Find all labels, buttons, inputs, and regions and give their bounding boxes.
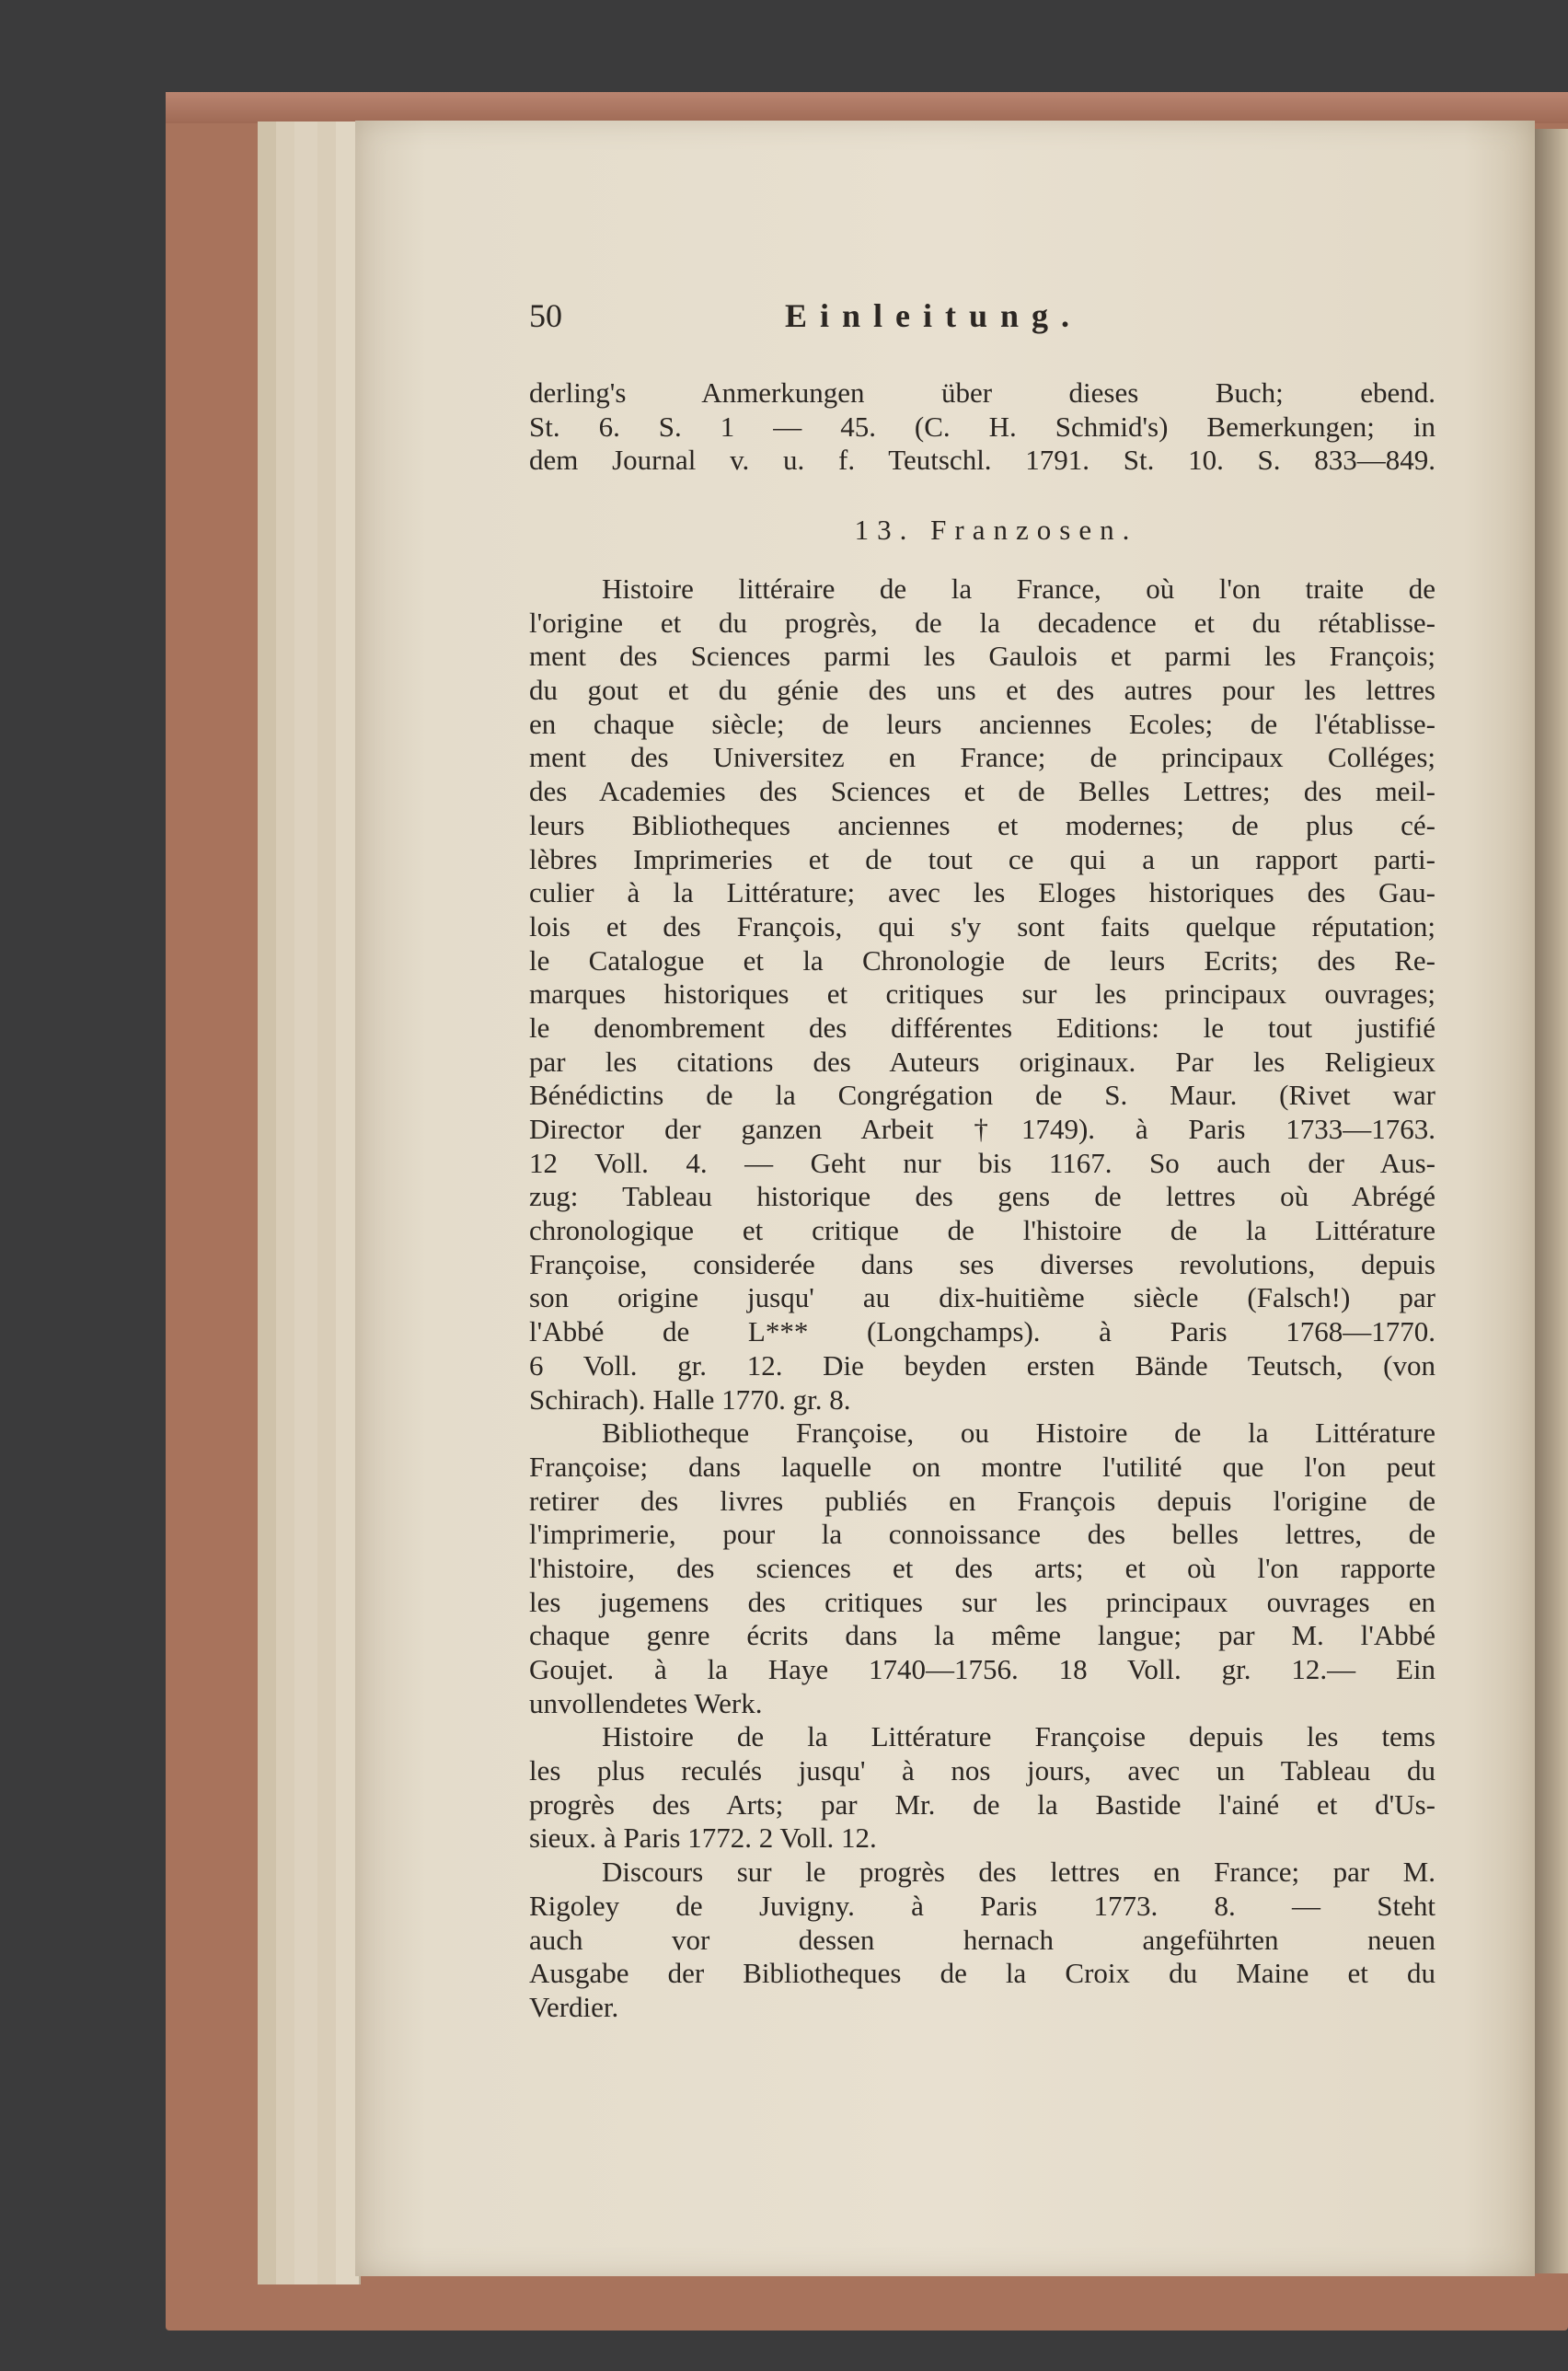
- text-line: ment des Universitez en France; de principaux Colléges;: [529, 741, 1435, 774]
- text-line: l'origine et du progrès, de la decadence et du rétablisse-: [529, 606, 1435, 639]
- paragraph: [529, 1856, 1435, 2024]
- body-text: [529, 573, 1435, 2025]
- section-heading: 13. Franzosen.: [854, 514, 1138, 546]
- text-line: les jugemens des critiques sur les principaux ouvrages en: [529, 1585, 1435, 1618]
- text-line: Goujet. à la Haye 1740—1756. 18 Voll. gr. 12.— Ein: [529, 1653, 1435, 1685]
- text-line: 12 Voll. 4. — Geht nur bis 1167. So auch der Aus-: [529, 1146, 1435, 1179]
- text-line: Histoire littéraire de la France, où l'on traite de: [602, 573, 1435, 605]
- paragraph: [529, 1417, 1435, 1720]
- text-line: Françoise; dans laquelle on montre l'utilité que l'on peut: [529, 1450, 1435, 1483]
- text-line: Bénédictins de la Congrégation de S. Maur. (Rivet war: [529, 1079, 1435, 1112]
- text-line: derling's Anmerkungen über dieses Buch; ebend.: [529, 376, 1435, 409]
- text-line: Françoise, considerée dans ses diverses revolutions, depuis: [529, 1247, 1435, 1280]
- running-title: Einleitung.: [785, 297, 1083, 334]
- text-line: l'imprimerie, pour la connoissance des belles lettres, de: [529, 1518, 1435, 1551]
- page-number: 50: [529, 297, 562, 334]
- text-line: progrès des Arts; par Mr. de la Bastide l'ainé et d'Us-: [529, 1787, 1435, 1821]
- text-line: auch vor dessen hernach angeführten neuen: [529, 1923, 1435, 1956]
- book-top-edge: [166, 92, 1568, 123]
- text-line: 6 Voll. gr. 12. Die beyden ersten Bände Teutsch, (von: [529, 1348, 1435, 1382]
- text-line: par les citations des Auteurs originaux. Par les Religieux: [529, 1045, 1435, 1078]
- text-line: le denombrement des différentes Editions: le tout justifié: [529, 1011, 1435, 1044]
- paragraph: [529, 1720, 1435, 1856]
- text-line: Director der ganzen Arbeit †1749). à Paris 1733—1763.: [529, 1113, 1435, 1145]
- paragraph: [529, 573, 1435, 1417]
- text-line: des Academies des Sciences et de Belles Lettres; des meil-: [529, 775, 1435, 808]
- text-line: marques historiques et critiques sur les principaux ouvrages;: [529, 977, 1435, 1011]
- text-line: lois et des François, qui s'y sont faits quelque réputation;: [529, 909, 1435, 943]
- text-line: culier à la Littérature; avec les Eloges historiques des Gau-: [529, 876, 1435, 909]
- text-line: l'Abbé de L*** (Longchamps). à Paris 1768—1770.: [529, 1315, 1435, 1348]
- text-line: ment des Sciences parmi les Gaulois et parmi les François;: [529, 640, 1435, 673]
- text-line: chaque genre écrits dans la même langue; par M. l'Abbé: [529, 1619, 1435, 1652]
- text-line: dem Journal v. u. f. Teutschl. 1791. St. 10. S. 833—849.: [529, 444, 1435, 477]
- text-line: retirer des livres publiés en François depuis l'origine de: [529, 1484, 1435, 1517]
- text-line: Rigoley de Juvigny. à Paris 1773. 8. — Steht: [529, 1889, 1435, 1922]
- text-line: chronologique et critique de l'histoire de la Littérature: [529, 1214, 1435, 1247]
- text-line: St. 6. S. 1 — 45. (C. H. Schmid's) Bemerkungen; in: [529, 410, 1435, 443]
- text-line: Ausgabe der Bibliotheques de la Croix du Maine et du: [529, 1957, 1435, 1990]
- running-header: [529, 296, 1435, 339]
- text-line: les plus reculés jusqu' à nos jours, avec un Tableau du: [529, 1754, 1435, 1787]
- text-line: Histoire de la Littérature Françoise depuis les tems: [602, 1720, 1435, 1753]
- text-line: unvollendetes Werk.: [529, 1686, 763, 1719]
- facing-page-edge: [1535, 129, 1568, 2273]
- text-line: en chaque siècle; de leurs anciennes Ecoles; de l'établisse-: [529, 707, 1435, 740]
- text-line: lèbres Imprimeries et de tout ce qui a un rapport parti-: [529, 842, 1435, 875]
- text-line: Schirach). Halle 1770. gr. 8.: [529, 1382, 851, 1416]
- text-line: Discours sur le progrès des lettres en France; par M.: [602, 1856, 1435, 1889]
- text-line: leurs Bibliotheques anciennes et modernes; de plus cé-: [529, 808, 1435, 841]
- text-line: zug: Tableau historique des gens de lettres où Abrégé: [529, 1180, 1435, 1213]
- text-line: sieux. à Paris 1772. 2 Voll. 12.: [529, 1822, 877, 1855]
- text-line: l'histoire, des sciences et des arts; et où l'on rapporte: [529, 1551, 1435, 1584]
- text-line: Verdier.: [529, 1990, 619, 2023]
- text-line: du gout et du génie des uns et des autres pour les lettres: [529, 674, 1435, 707]
- text-line: le Catalogue et la Chronologie de leurs Ecrits; des Re-: [529, 943, 1435, 977]
- text-line: son origine jusqu' au dix-huitième siècle (Falsch!) par: [529, 1281, 1435, 1314]
- intro-text: [529, 376, 1435, 478]
- text-line: Bibliotheque Françoise, ou Histoire de la Littérature: [602, 1417, 1435, 1450]
